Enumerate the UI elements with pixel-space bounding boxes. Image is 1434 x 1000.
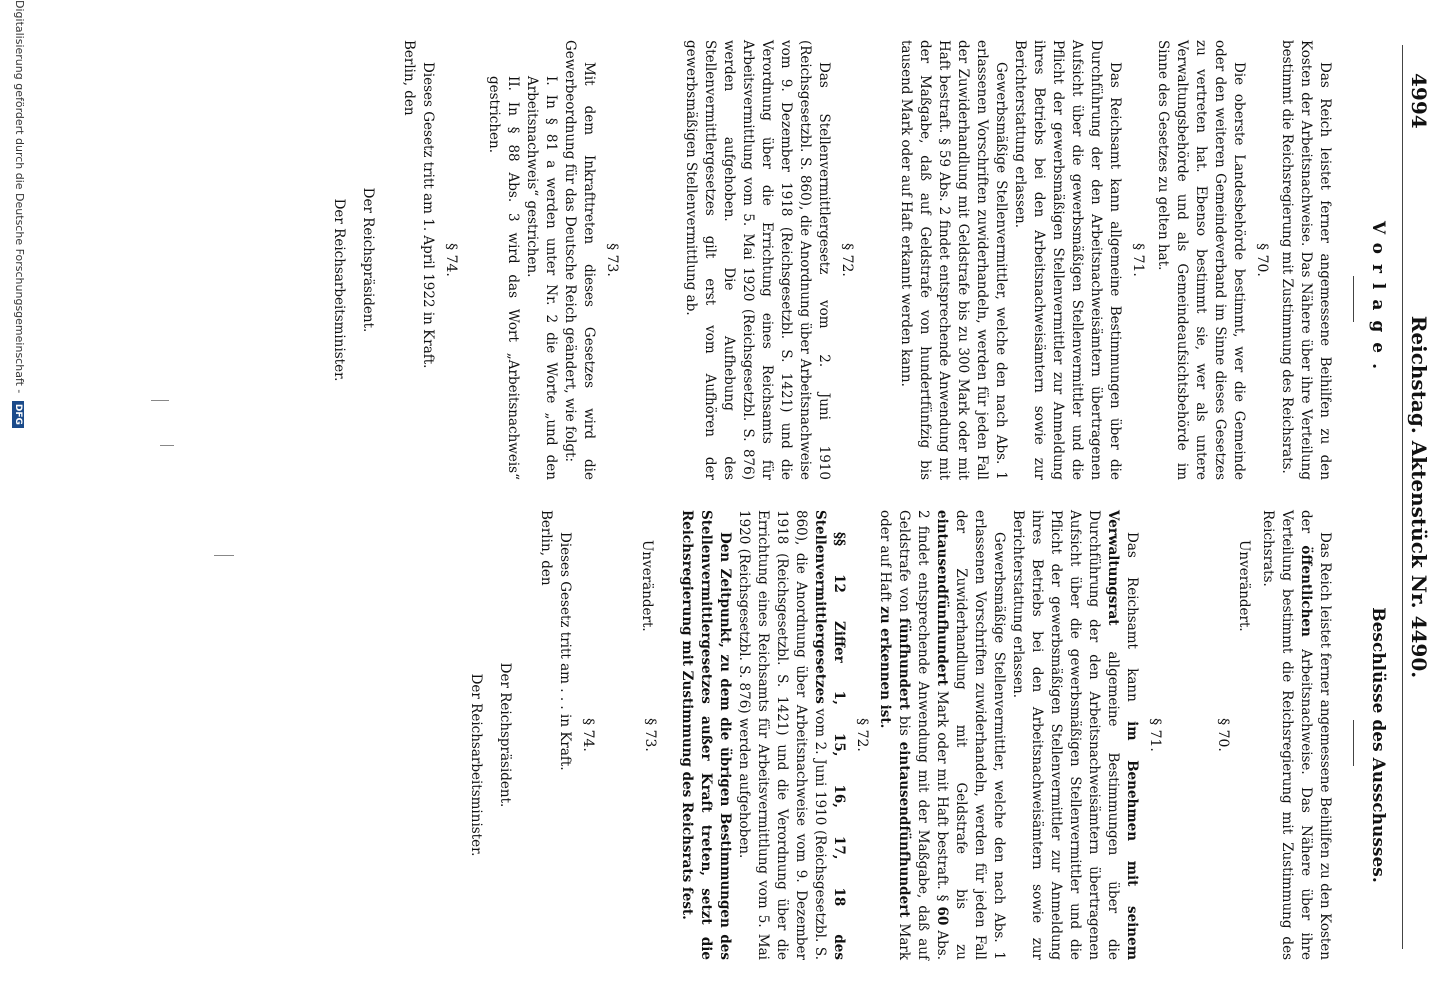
scan-mark	[214, 555, 234, 556]
section-71-text-2	[875, 510, 1008, 960]
emphasis-text: §§ 12 Ziffer 1, 15, 16, 17, 18 des Stellenvermittlergesetzes	[812, 510, 847, 960]
right-heading-rule	[1353, 720, 1354, 766]
left-column-heading: Vorlage.	[1368, 220, 1388, 380]
section-heading-71: § 71.	[1147, 718, 1163, 752]
left-column	[329, 40, 1334, 480]
emphasis-text: eintausendfünfhundert	[896, 741, 912, 918]
signature-president: Der Reichspräsident.	[360, 187, 376, 333]
signature-minister: Der Reichsarbeitsminister.	[468, 673, 484, 857]
section-heading-73: § 73.	[642, 718, 658, 752]
place-date-line: Berlin, den	[401, 40, 417, 116]
section-71-text-1: Das Reichsamt kann allgemeine Bestimmungen über die Durchführung der den Arbeitsnachweisämtern übertragenen Aufsicht über die gewerbsmäßigen Stellenvermittler und die Pflicht der gewerbsmäßigen Stellenvermittler zur Anmeldung ihres Betriebs bei den Arbeitsnachweisämtern sowie zur Berichterstattung erlassen.	[1012, 40, 1123, 480]
scan-mark	[160, 445, 174, 446]
emphasis-text: öffentlichen	[1298, 545, 1314, 637]
emphasis-text: zu erkennen ist.	[877, 606, 893, 729]
page-number: 4994	[1407, 73, 1431, 129]
intro-paragraph	[1258, 510, 1334, 960]
section-heading-74: § 74.	[443, 243, 459, 277]
signature-president: Der Reichspräsident.	[497, 662, 513, 808]
digitization-footer	[12, 0, 26, 1000]
place-date-line: Berlin, den	[538, 510, 554, 586]
section-72-text: Das Stellenvermittlergesetz vom 2. Juni 1910 (Reichsgesetzbl. S. 860), die Anordnung über Arbeitsnachweise vom 9. Dezember 1918 (Reichsgesetzbl. S. 1421) und die Verordnung über die Errichtung eines Reichsamts für Arbeitsvermittlung vom 5. Mai 1920 (Reichsgesetzbl. S. 876) werden aufgehoben. Die Aufhebung des Stellenvermittlergesetzes gilt erst vom Aufhören der gewerbsmäßigen Stellenvermittlung ab.	[683, 40, 832, 480]
section-74-text: Dieses Gesetz tritt am . . . in Kraft.	[557, 532, 573, 771]
section-heading-72: § 72.	[854, 718, 870, 752]
unchanged-label: Unverändert.	[639, 540, 655, 632]
footer-text: Digitalisierung gefördert durch die Deutsche Forschungsgemeinschaft -	[13, 0, 26, 394]
section-73-text: Mit dem Inkrafttreten dieses Gesetzes wird die Gewerbeordnung für das Deutsche Reich geändert, wie folgt:	[562, 40, 597, 480]
intro-paragraph: Das Reich leistet ferner angemessene Beihilfen zu den Kosten der Arbeitsnachweise. Das Nähere über ihre Verteilung bestimmt die Reichsregierung mit Zustimmung des Reichsrats.	[1279, 40, 1333, 480]
section-heading-73: § 73.	[604, 243, 620, 277]
text-run: Arbeitsnachweise. Das Nähere über ihre Verteilung bestimmt die Reichsregierung mit Zustimmung des Reichsrats.	[1260, 510, 1314, 960]
section-heading-72: § 72.	[839, 243, 855, 277]
text-run: Das Reich leistet ferner angemessene Beihilfen zu den Kosten der	[1298, 510, 1333, 960]
section-73-list	[484, 40, 560, 480]
signature-minister: Der Reichsarbeitsminister.	[331, 198, 347, 382]
section-heading-71: § 71.	[1130, 243, 1146, 277]
emphasis-text: eintausendfünfhundert	[934, 510, 950, 686]
list-item: II. In § 88 Abs. 3 wird das Wort „Arbeitsnachweis“ gestrichen.	[486, 76, 521, 480]
section-70-text: Die oberste Landesbehörde bestimmt, wer die Gemeinde oder den weiteren Gemeindeverband im Sinne dieses Gesetzes zu vertreten hat. Ebenso bestimmt sie, wer als untere Verwaltungsbehörde und als Gemeindeaufsichtsbehörde im Sinne des Gesetzes zu gelten hat.	[1155, 40, 1247, 480]
text-run: vom 2. Juni 1910 (Reichsgesetzbl. S. 860), die Anordnung über Arbeitsnachweise vom 9. Dezember 1918 (Reichsgesetzbl. S. 1421) und die Verordnung über die Errichtung eines Reichsamts für Arbeitsvermittlung vom 5. Mai 1920 (Reichsgesetzbl. S. 876) werden aufgehoben.	[736, 510, 828, 960]
page-title: Reichstag. Aktenstück Nr. 4490.	[1407, 315, 1431, 679]
emphasis-text: fünfhundert	[896, 617, 912, 710]
dfg-logo: DFG	[12, 401, 24, 428]
list-item: I. In § 81 a werden unter Nr. 2 die Worte „und den Arbeitsnachweis“ gestrichen.	[524, 76, 559, 480]
emphasis-text: im Benehmen mit seinem Verwaltungsrat	[1105, 510, 1140, 960]
left-heading-rule	[1353, 276, 1354, 322]
section-71-text-2: Gewerbsmäßige Stellenvermittler, welche den nach Abs. 1 erlassenen Vorschriften zuwiderhandeln, werden für jeden Fall der Zuwiderhandlung mit Geldstrafe bis zu 300 Mark oder mit Haft bestraft. § 59 Abs. 2 findet entsprechende Anwendung mit der Maßgabe, daß auf Geldstrafe von hundertfünfzig bis tausend Mark oder auf Haft erkannt werden kann.	[898, 40, 1009, 480]
section-72-text	[734, 510, 848, 960]
text-run: Mark oder auf Haft	[877, 510, 912, 960]
text-run: Mark oder mit Haft bestraft. §	[934, 685, 950, 907]
text-run: bis	[896, 709, 912, 742]
emphasis-text: 60	[934, 906, 950, 926]
section-heading-70: § 70.	[1215, 718, 1231, 752]
section-74-text: Dieses Gesetz tritt am 1. April 1922 in Kraft.	[420, 62, 436, 369]
text-run: allgemeine Bestimmungen über die Durchführung der den Arbeitsnachweisämtern übertragenen Aufsicht über die gewerbsmäßigen Stellenvermittler und die Pflicht der gewerbsmäßigen Stellenvermittler zur Anmeldung ihres Betriebs bei den Arbeitsnachweisämtern sowie zur Berichterstattung erlassen.	[1010, 510, 1121, 960]
text-run: Abs. 2 findet entsprechende Anwendung mit der Maßgabe, daß auf Geldstrafe von	[896, 510, 950, 960]
section-heading-74: § 74.	[580, 718, 596, 752]
unchanged-label: Unverändert.	[1236, 540, 1252, 632]
scan-mark	[151, 400, 169, 401]
text-run: Das Reichsamt kann	[1124, 532, 1140, 722]
right-column	[466, 510, 1334, 960]
section-72-text-2: Den Zeitpunkt, zu dem die übrigen Bestimmungen des Stellenvermittlergesetzes außer Kraft treten, setzt die Reichsregierung mit Zustimmung des Reichsrats fest.	[679, 510, 733, 960]
running-header	[1402, 45, 1433, 949]
section-heading-70: § 70.	[1254, 243, 1270, 277]
section-71-text-1	[1008, 510, 1141, 960]
right-column-heading: Beschlüsse des Ausschusses.	[1368, 607, 1388, 883]
text-run: Gewerbsmäßige Stellenvermittler, welche den nach Abs. 1 erlassenen Vorschriften zuwiderhandeln, werden für jeden Fall der Zuwiderhandlung mit Geldstrafe bis zu	[953, 510, 1007, 960]
